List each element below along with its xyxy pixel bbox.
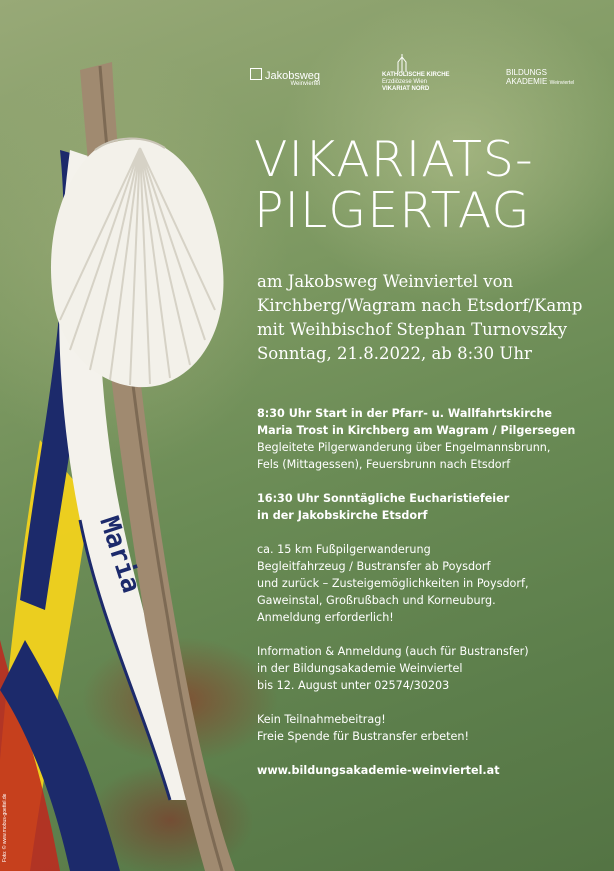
info-line: und zurück – Zusteigemöglichkeiten in Poysdorf, <box>257 577 529 590</box>
bildung-logo-line1: BILDUNGS <box>506 68 547 77</box>
intro-date-line: Sonntag, 21.8.2022, ab 8:30 Uhr <box>257 344 532 363</box>
website-link[interactable]: www.bildungsakademie-weinviertel.at <box>257 764 500 777</box>
registration-line: in der Bildungsakademie Weinviertel <box>257 662 463 675</box>
kirche-logo-line3: VIKARIAT NORD <box>382 86 430 92</box>
fee-line: Freie Spende für Bustransfer erbeten! <box>257 730 469 743</box>
jakobsweg-logo-sub: Weinviertel <box>290 81 321 87</box>
route-line: Begleitete Pilgerwanderung über Engelmannsbrunn, <box>257 441 551 454</box>
info-line: Gaweinstal, Großrußbach und Korneuburg. <box>257 594 496 607</box>
kirche-logo-line2: Erzdiözese Wien <box>382 79 428 85</box>
mass-line: 16:30 Uhr Sonntägliche Eucharistiefeier <box>257 492 510 505</box>
title-line2: PILGERTAG <box>254 182 531 239</box>
mass-line: in der Jakobskirche Etsdorf <box>257 509 428 522</box>
photo-credit: Foto: © www.mobus-goettel.de <box>2 793 8 862</box>
intro-line: mit Weihbischof Stephan Turnovszky <box>257 320 568 339</box>
ribbon-maria-text: Maria <box>93 512 147 597</box>
info-line: ca. 15 km Fußpilgerwanderung <box>257 543 431 556</box>
kirche-logo-line1: KATHOLISCHE KIRCHE <box>382 72 450 78</box>
bildung-logo-sub: Weinviertel <box>549 80 575 86</box>
bildung-logo-line2: AKADEMIE <box>506 77 548 86</box>
intro-line: am Jakobsweg Weinviertel von <box>257 272 514 291</box>
title-line1: VIKARIATS- <box>254 131 534 188</box>
start-line: 8:30 Uhr Start in der Pfarr- u. Wallfahrtskirche <box>257 407 552 420</box>
info-line: Begleitfahrzeug / Bustransfer ab Poysdorf <box>257 560 491 573</box>
registration-line: Information & Anmeldung (auch für Bustransfer) <box>257 645 529 658</box>
intro-line: Kirchberg/Wagram nach Etsdorf/Kamp <box>257 296 583 315</box>
jakobsweg-logo-name: Jakobsweg <box>265 70 321 82</box>
info-line: Anmeldung erforderlich! <box>257 611 394 624</box>
registration-line: bis 12. August unter 02574/30203 <box>257 679 450 692</box>
start-line: Maria Trost in Kirchberg am Wagram / Pilgersegen <box>257 424 576 437</box>
fee-line: Kein Teilnahmebeitrag! <box>257 713 386 726</box>
route-line: Fels (Mittagessen), Feuersbrunn nach Etsdorf <box>257 458 511 471</box>
